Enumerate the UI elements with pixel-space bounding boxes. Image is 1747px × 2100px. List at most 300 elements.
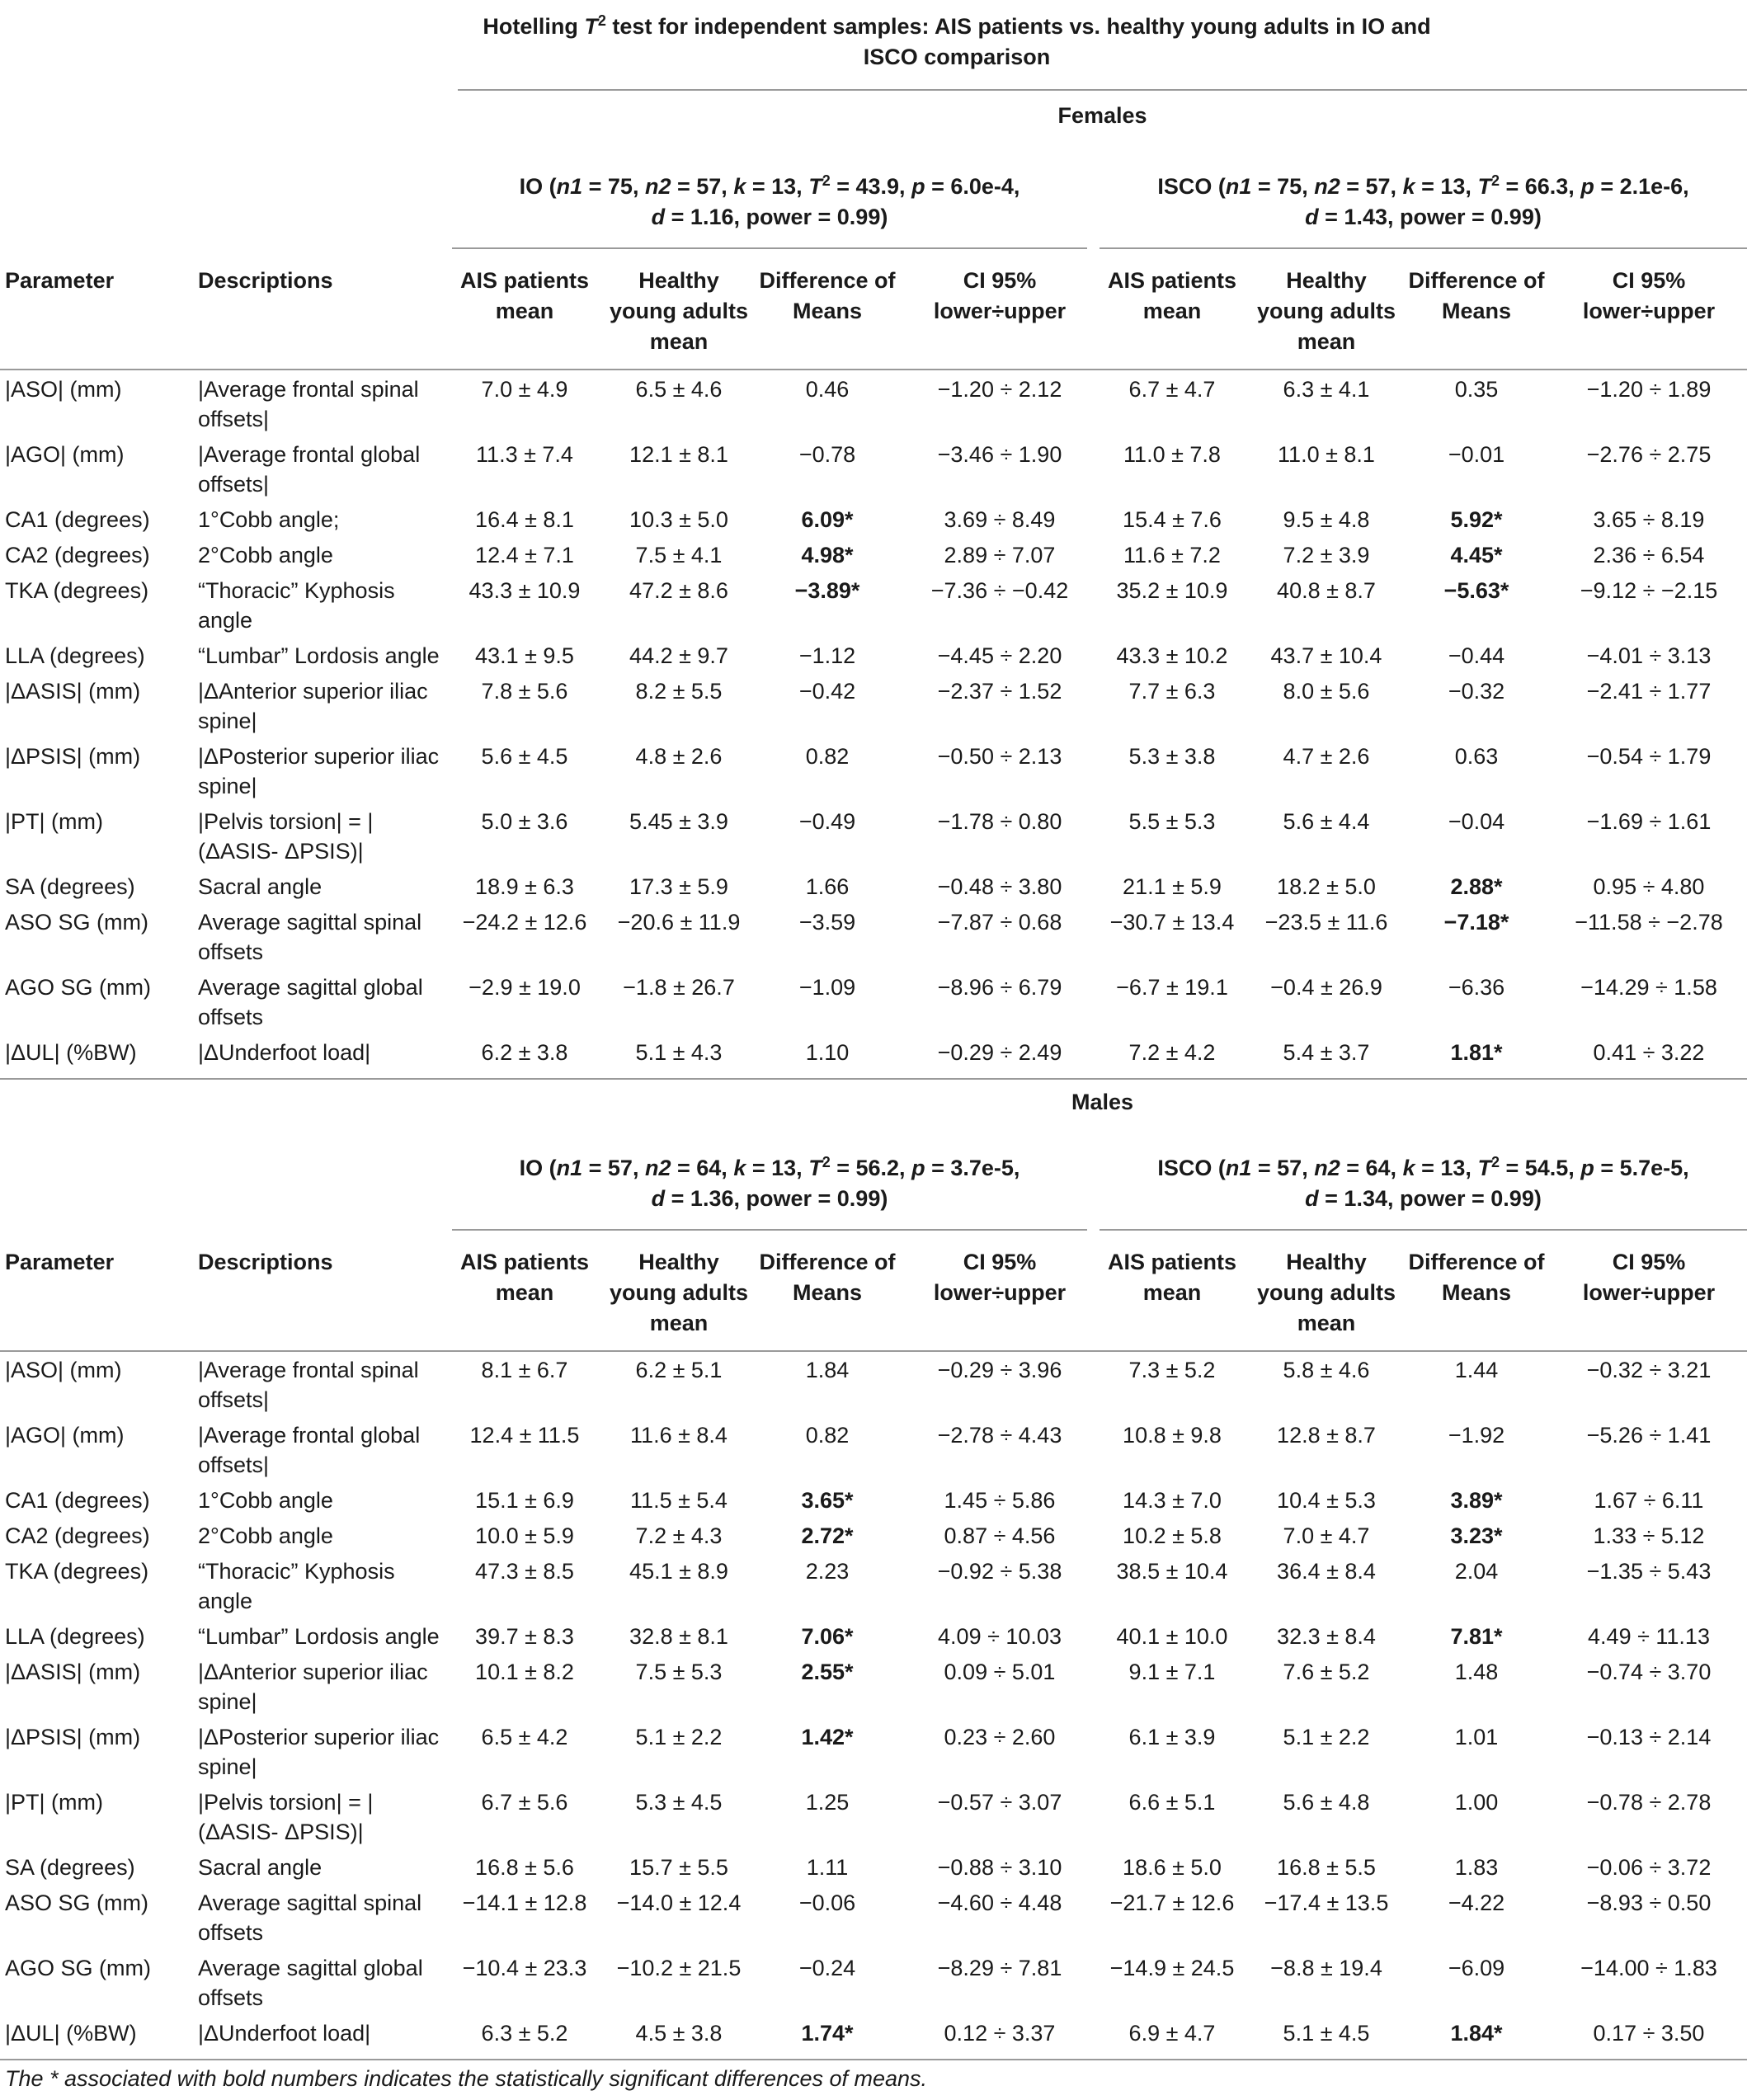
io-cell-ci: −8.96 ÷ 6.79 (937, 975, 1062, 1000)
io-cell-healthy_mean: 7.5 ± 4.1 (635, 543, 723, 567)
row-description: |Average frontal spinal offsets| (198, 1358, 419, 1412)
isco-stat-T2: 66.3 (1524, 174, 1569, 199)
isco-cell-ci: 1.67 ÷ 6.11 (1594, 1488, 1704, 1513)
io-cell-ais_mean: 7.0 ± 4.9 (481, 377, 568, 402)
isco-col-header-diff: Difference of Means (1408, 268, 1545, 323)
io-cell-healthy_mean: 11.5 ± 5.4 (630, 1488, 728, 1513)
row-description: |Pelvis torsion| = |(ΔASIS- ΔPSIS)| (198, 1790, 374, 1844)
isco-cell-ais_mean: 40.1 ± 10.0 (1116, 1624, 1228, 1649)
isco-stat-n1: 75 (1277, 174, 1302, 199)
isco-cell-diff: −0.04 (1448, 809, 1505, 834)
isco-cell-healthy_mean: 7.2 ± 3.9 (1283, 543, 1370, 567)
isco-cell-healthy_mean: 5.8 ± 4.6 (1283, 1358, 1370, 1382)
isco-cell-healthy_mean: 5.6 ± 4.8 (1283, 1790, 1370, 1815)
isco-cell-diff: 4.45* (1450, 543, 1503, 567)
isco-cell-diff: −5.63* (1443, 578, 1509, 603)
isco-cell-ci: −0.13 ÷ 2.14 (1586, 1725, 1712, 1749)
io-stat-power: 0.99 (836, 1186, 881, 1211)
isco-cell-ci: −1.69 ÷ 1.61 (1586, 809, 1712, 834)
isco-cell-diff: 1.00 (1454, 1790, 1499, 1815)
isco-cell-healthy_mean: −23.5 ± 11.6 (1264, 910, 1388, 935)
isco-col-header-ais_mean: AIS patients mean (1107, 268, 1237, 323)
col-header-parameter: Parameter (5, 268, 115, 293)
isco-cell-healthy_mean: 4.7 ± 2.6 (1283, 744, 1370, 769)
io-stat-n1: 57 (607, 1156, 633, 1180)
io-cell-healthy_mean: 10.3 ± 5.0 (629, 507, 728, 532)
io-cell-healthy_mean: 4.8 ± 2.6 (635, 744, 723, 769)
io-cell-healthy_mean: 7.5 ± 5.3 (635, 1660, 723, 1684)
row-parameter: CA2 (degrees) (5, 543, 150, 567)
isco-cell-diff: −1.92 (1448, 1423, 1505, 1448)
io-cell-ci: −7.87 ÷ 0.68 (937, 910, 1062, 935)
io-cell-ci: 3.69 ÷ 8.49 (944, 507, 1056, 532)
header-rule (0, 369, 1747, 370)
isco-stat-k: 13 (1440, 174, 1466, 199)
row-description: |Average frontal global offsets| (198, 442, 421, 497)
isco-cell-healthy_mean: 5.1 ± 4.5 (1283, 2021, 1370, 2046)
io-cell-ci: −4.45 ÷ 2.20 (937, 643, 1062, 668)
isco-cell-ais_mean: 18.6 ± 5.0 (1123, 1855, 1222, 1880)
io-stat-p: 6.0e-4 (950, 174, 1014, 199)
row-parameter: |ΔPSIS| (mm) (5, 1725, 141, 1749)
isco-cell-ais_mean: 15.4 ± 7.6 (1123, 507, 1222, 532)
io-cell-healthy_mean: 5.3 ± 4.5 (635, 1790, 723, 1815)
isco-cell-healthy_mean: −0.4 ± 26.9 (1270, 975, 1382, 1000)
isco-col-header-healthy_mean: Healthy young adults mean (1257, 268, 1396, 354)
isco-cell-ci: −0.06 ÷ 3.72 (1586, 1855, 1712, 1880)
isco-stat-p: 2.1e-6 (1619, 174, 1683, 199)
io-cell-ci: −7.36 ÷ −0.42 (930, 578, 1069, 603)
io-cell-diff: 1.84 (805, 1358, 850, 1382)
isco-cell-ci: −9.12 ÷ −2.15 (1580, 578, 1718, 603)
row-description: Average sagittal spinal offsets (198, 1890, 422, 1945)
io-cell-diff: −0.78 (798, 442, 856, 467)
row-description: Average sagittal global offsets (198, 975, 423, 1029)
row-parameter: TKA (degrees) (5, 578, 149, 603)
isco-cell-ci: −14.29 ÷ 1.58 (1580, 975, 1717, 1000)
isco-cell-diff: 5.92* (1450, 507, 1503, 532)
isco-cell-ci: −0.78 ÷ 2.78 (1586, 1790, 1712, 1815)
io-cell-diff: 2.23 (805, 1559, 850, 1584)
row-parameter: CA2 (degrees) (5, 1523, 150, 1548)
io-cell-healthy_mean: 7.2 ± 4.3 (635, 1523, 723, 1548)
io-cell-diff: −3.89* (794, 578, 860, 603)
isco-cell-ci: −2.41 ÷ 1.77 (1586, 679, 1712, 704)
io-cell-ci: −4.60 ÷ 4.48 (937, 1890, 1062, 1915)
io-cell-ais_mean: 11.3 ± 7.4 (476, 442, 573, 467)
isco-cell-healthy_mean: 7.6 ± 5.2 (1283, 1660, 1370, 1684)
io-cell-diff: 1.10 (805, 1040, 850, 1065)
isco-cell-ci: −1.35 ÷ 5.43 (1586, 1559, 1712, 1584)
io-stat-n1: 75 (607, 174, 633, 199)
io-col-header-diff: Difference of Means (759, 268, 896, 323)
row-description: |Average frontal spinal offsets| (198, 377, 419, 431)
isco-cell-healthy_mean: 11.0 ± 8.1 (1278, 442, 1375, 467)
isco-cell-healthy_mean: 8.0 ± 5.6 (1283, 679, 1370, 704)
io-cell-healthy_mean: 5.1 ± 2.2 (635, 1725, 723, 1749)
isco-col-header-ais_mean: AIS patients mean (1107, 1250, 1237, 1305)
row-description: 2°Cobb angle (198, 1523, 333, 1548)
isco-cell-ais_mean: 38.5 ± 10.4 (1116, 1559, 1228, 1584)
row-parameter: |ΔUL| (%BW) (5, 2021, 137, 2046)
isco-stats-header: ISCO (n1 = 75, n2 = 57, k = 13, $T^2 = 66.3$, p = 2.1e-6, d = 1.43, power = 0.99) (1157, 172, 1689, 229)
isco-stats-header: ISCO (n1 = 57, n2 = 64, k = 13, $T^2 = 54.5$, p = 5.7e-5, d = 1.34, power = 0.99) (1157, 1154, 1689, 1211)
row-description: “Thoracic” Kyphosis angle (198, 578, 395, 633)
io-cell-healthy_mean: −10.2 ± 21.5 (616, 1956, 742, 1980)
section-label: Males (1071, 1090, 1134, 1114)
io-col-header-ci: CI 95% lower÷upper (933, 1250, 1067, 1305)
io-stat-T2: 56.2 (855, 1156, 900, 1180)
io-col-header-diff: Difference of Means (759, 1250, 896, 1305)
isco-stat-power: 0.99 (1490, 1186, 1534, 1211)
isco-cell-ci: −0.54 ÷ 1.79 (1586, 744, 1712, 769)
row-parameter: |ΔPSIS| (mm) (5, 744, 141, 769)
isco-cell-ci: 2.36 ÷ 6.54 (1593, 543, 1705, 567)
isco-cell-ci: −0.74 ÷ 3.70 (1586, 1660, 1712, 1684)
io-cell-ais_mean: 12.4 ± 11.5 (469, 1423, 580, 1448)
row-description: |ΔPosterior superior iliac spine| (198, 744, 440, 798)
io-cell-ci: −0.57 ÷ 3.07 (937, 1790, 1062, 1815)
io-cell-ci: −1.20 ÷ 2.12 (937, 377, 1062, 402)
isco-cell-ais_mean: 7.7 ± 6.3 (1128, 679, 1216, 704)
io-cell-ci: 1.45 ÷ 5.86 (944, 1488, 1056, 1513)
row-description: Sacral angle (198, 874, 323, 899)
row-parameter: |AGO| (mm) (5, 442, 125, 467)
isco-cell-ais_mean: 21.1 ± 5.9 (1123, 874, 1222, 899)
io-stat-T2: 43.9 (855, 174, 900, 199)
isco-cell-ais_mean: 9.1 ± 7.1 (1128, 1660, 1216, 1684)
io-stat-p: 3.7e-5 (950, 1156, 1014, 1180)
isco-cell-diff: −4.22 (1448, 1890, 1505, 1915)
isco-col-header-healthy_mean: Healthy young adults mean (1257, 1250, 1396, 1335)
row-parameter: LLA (degrees) (5, 1624, 145, 1649)
row-parameter: |ΔUL| (%BW) (5, 1040, 137, 1065)
isco-group-rule (1100, 247, 1747, 249)
isco-cell-ais_mean: 6.1 ± 3.9 (1128, 1725, 1216, 1749)
io-cell-ais_mean: 5.6 ± 4.5 (481, 744, 568, 769)
io-cell-diff: −0.06 (798, 1890, 856, 1915)
io-col-header-ais_mean: AIS patients mean (459, 268, 590, 323)
isco-cell-healthy_mean: 12.8 ± 8.7 (1277, 1423, 1376, 1448)
isco-cell-ais_mean: −6.7 ± 19.1 (1116, 975, 1228, 1000)
row-parameter: |ΔASIS| (mm) (5, 1660, 141, 1684)
row-description: “Thoracic” Kyphosis angle (198, 1559, 395, 1613)
io-cell-ci: 0.09 ÷ 5.01 (944, 1660, 1056, 1684)
isco-cell-diff: 1.81* (1450, 1040, 1503, 1065)
io-group-rule (452, 1229, 1087, 1231)
io-cell-ais_mean: 43.1 ± 9.5 (475, 643, 574, 668)
io-cell-ci: −0.29 ÷ 2.49 (937, 1040, 1062, 1065)
row-description: |Pelvis torsion| = |(ΔASIS- ΔPSIS)| (198, 809, 374, 864)
io-cell-diff: −0.49 (798, 809, 856, 834)
isco-cell-ais_mean: 35.2 ± 10.9 (1116, 578, 1228, 603)
io-cell-diff: 0.82 (805, 744, 850, 769)
io-cell-healthy_mean: 44.2 ± 9.7 (629, 643, 728, 668)
io-cell-ci: −8.29 ÷ 7.81 (937, 1956, 1062, 1980)
io-cell-healthy_mean: 6.5 ± 4.6 (635, 377, 723, 402)
isco-cell-ci: 0.95 ÷ 4.80 (1593, 874, 1705, 899)
col-header-descriptions: Descriptions (198, 268, 333, 293)
isco-cell-healthy_mean: 18.2 ± 5.0 (1277, 874, 1376, 899)
io-cell-ais_mean: −2.9 ± 19.0 (469, 975, 581, 1000)
col-header-parameter: Parameter (5, 1250, 115, 1274)
io-cell-diff: −3.59 (798, 910, 856, 935)
row-parameter: TKA (degrees) (5, 1559, 149, 1584)
io-cell-diff: 1.25 (805, 1790, 850, 1815)
row-parameter: CA1 (degrees) (5, 507, 150, 532)
io-stat-label: IO (519, 1156, 544, 1180)
io-cell-diff: −0.24 (798, 1956, 856, 1980)
io-cell-ci: −3.46 ÷ 1.90 (937, 442, 1062, 467)
row-parameter: |ASO| (mm) (5, 377, 122, 402)
isco-col-header-ci: CI 95% lower÷upper (1582, 1250, 1716, 1305)
io-cell-ci: −2.37 ÷ 1.52 (937, 679, 1062, 704)
io-cell-ci: 0.12 ÷ 3.37 (944, 2021, 1056, 2046)
row-description: 1°Cobb angle; (198, 507, 340, 532)
isco-stat-p: 5.7e-5 (1619, 1156, 1683, 1180)
io-cell-ais_mean: 5.0 ± 3.6 (481, 809, 568, 834)
io-cell-healthy_mean: −20.6 ± 11.9 (617, 910, 741, 935)
io-cell-ci: 4.09 ÷ 10.03 (938, 1624, 1062, 1649)
row-description: 2°Cobb angle (198, 543, 333, 567)
row-parameter: ASO SG (mm) (5, 910, 148, 935)
footnote: The * associated with bold numbers indicates the statistically significant differences of means. (5, 2066, 928, 2091)
isco-cell-ais_mean: 6.9 ± 4.7 (1128, 2021, 1216, 2046)
io-stats-header: IO (n1 = 75, n2 = 57, k = 13, $T^2 = 43.9$, p = 6.0e-4, d = 1.16, power = 0.99) (519, 172, 1020, 229)
isco-cell-diff: 3.23* (1450, 1523, 1503, 1548)
section-bottom-rule (0, 2059, 1747, 2060)
io-cell-ci: −0.29 ÷ 3.96 (937, 1358, 1062, 1382)
isco-cell-diff: 0.63 (1454, 744, 1499, 769)
isco-cell-ais_mean: 5.3 ± 3.8 (1128, 744, 1216, 769)
io-cell-ais_mean: 15.1 ± 6.9 (475, 1488, 574, 1513)
isco-cell-ais_mean: 11.6 ± 7.2 (1123, 543, 1221, 567)
isco-cell-ci: 1.33 ÷ 5.12 (1593, 1523, 1705, 1548)
isco-cell-ais_mean: 10.2 ± 5.8 (1123, 1523, 1222, 1548)
io-cell-diff: 4.98* (801, 543, 854, 567)
isco-cell-healthy_mean: 5.6 ± 4.4 (1283, 809, 1370, 834)
io-cell-ais_mean: 16.4 ± 8.1 (475, 507, 574, 532)
io-cell-diff: 2.72* (801, 1523, 854, 1548)
isco-cell-healthy_mean: 32.3 ± 8.4 (1277, 1624, 1376, 1649)
io-cell-ci: −0.92 ÷ 5.38 (937, 1559, 1062, 1584)
isco-cell-healthy_mean: 40.8 ± 8.7 (1277, 578, 1376, 603)
io-cell-diff: 1.74* (801, 2021, 854, 2046)
io-stat-n2: 64 (696, 1156, 722, 1180)
isco-cell-ais_mean: −30.7 ± 13.4 (1109, 910, 1235, 935)
isco-cell-ci: −5.26 ÷ 1.41 (1586, 1423, 1712, 1448)
isco-cell-healthy_mean: 43.7 ± 10.4 (1270, 643, 1382, 668)
isco-cell-diff: 1.83 (1454, 1855, 1499, 1880)
header-rule (0, 1350, 1747, 1352)
isco-cell-ci: −0.32 ÷ 3.21 (1586, 1358, 1712, 1382)
io-cell-ais_mean: −14.1 ± 12.8 (462, 1890, 587, 1915)
io-cell-ais_mean: −10.4 ± 23.3 (462, 1956, 587, 1980)
row-parameter: AGO SG (mm) (5, 1956, 151, 1980)
isco-cell-ais_mean: 11.0 ± 7.8 (1123, 442, 1221, 467)
section-label: Females (1057, 103, 1147, 128)
io-cell-healthy_mean: 15.7 ± 5.5 (629, 1855, 728, 1880)
isco-cell-healthy_mean: −8.8 ± 19.4 (1270, 1956, 1382, 1980)
io-cell-diff: 0.46 (805, 377, 850, 402)
row-description: |ΔAnterior superior iliac spine| (198, 679, 428, 733)
io-cell-diff: 3.65* (801, 1488, 854, 1513)
row-description: |ΔUnderfoot load| (198, 2021, 371, 2046)
isco-cell-ais_mean: −21.7 ± 12.6 (1109, 1890, 1235, 1915)
isco-cell-healthy_mean: 9.5 ± 4.8 (1283, 507, 1370, 532)
row-parameter: |PT| (mm) (5, 1790, 103, 1815)
isco-cell-healthy_mean: 6.3 ± 4.1 (1283, 377, 1370, 402)
table-title: Hotelling $T^2$ test for independent samples: AIS patients vs. healthy young adults in IO and ISCO comparison (483, 12, 1431, 69)
isco-cell-diff: 7.81* (1450, 1624, 1503, 1649)
isco-cell-healthy_mean: 36.4 ± 8.4 (1277, 1559, 1376, 1584)
isco-stat-label: ISCO (1157, 174, 1213, 199)
io-cell-ais_mean: 43.3 ± 10.9 (469, 578, 581, 603)
io-cell-diff: 2.55* (801, 1660, 854, 1684)
io-cell-ais_mean: 7.8 ± 5.6 (481, 679, 568, 704)
io-cell-diff: 7.06* (801, 1624, 854, 1649)
isco-stat-k: 13 (1440, 1156, 1466, 1180)
isco-cell-ais_mean: −14.9 ± 24.5 (1109, 1956, 1235, 1980)
io-stat-k: 13 (771, 174, 797, 199)
io-cell-ais_mean: 10.0 ± 5.9 (475, 1523, 574, 1548)
io-col-header-ci: CI 95% lower÷upper (933, 268, 1067, 323)
isco-cell-healthy_mean: 16.8 ± 5.5 (1277, 1855, 1376, 1880)
io-cell-ais_mean: 12.4 ± 7.1 (475, 543, 574, 567)
io-stat-label: IO (519, 174, 544, 199)
isco-cell-diff: −6.09 (1448, 1956, 1505, 1980)
isco-cell-ci: −14.00 ÷ 1.83 (1580, 1956, 1717, 1980)
io-cell-healthy_mean: 11.6 ± 8.4 (630, 1423, 728, 1448)
row-parameter: AGO SG (mm) (5, 975, 151, 1000)
isco-cell-ci: −11.58 ÷ −2.78 (1575, 910, 1723, 935)
io-cell-healthy_mean: −1.8 ± 26.7 (623, 975, 735, 1000)
io-cell-ais_mean: 6.2 ± 3.8 (481, 1040, 568, 1065)
io-col-header-healthy_mean: Healthy young adults mean (610, 1250, 748, 1335)
io-cell-healthy_mean: 5.1 ± 4.3 (635, 1040, 723, 1065)
isco-cell-ais_mean: 7.2 ± 4.2 (1128, 1040, 1216, 1065)
isco-cell-ais_mean: 7.3 ± 5.2 (1128, 1358, 1216, 1382)
row-description: |Average frontal global offsets| (198, 1423, 421, 1477)
isco-cell-ais_mean: 6.7 ± 4.7 (1128, 377, 1216, 402)
io-cell-diff: −1.09 (798, 975, 856, 1000)
io-cell-healthy_mean: −14.0 ± 12.4 (616, 1890, 742, 1915)
isco-cell-healthy_mean: 5.1 ± 2.2 (1283, 1725, 1370, 1749)
io-cell-diff: 1.42* (801, 1725, 854, 1749)
io-stat-n2: 57 (696, 174, 722, 199)
io-cell-diff: −0.42 (798, 679, 856, 704)
isco-cell-healthy_mean: 10.4 ± 5.3 (1277, 1488, 1376, 1513)
isco-cell-ci: −2.76 ÷ 2.75 (1586, 442, 1712, 467)
isco-cell-diff: −0.01 (1448, 442, 1505, 467)
io-cell-ais_mean: 39.7 ± 8.3 (475, 1624, 574, 1649)
io-cell-diff: 0.82 (805, 1423, 850, 1448)
io-cell-healthy_mean: 6.2 ± 5.1 (635, 1358, 723, 1382)
io-cell-ais_mean: 6.7 ± 5.6 (481, 1790, 568, 1815)
isco-cell-diff: 1.01 (1454, 1725, 1499, 1749)
io-cell-ais_mean: −24.2 ± 12.6 (462, 910, 587, 935)
io-cell-ais_mean: 10.1 ± 8.2 (475, 1660, 574, 1684)
isco-cell-diff: −6.36 (1448, 975, 1505, 1000)
isco-stat-T2: 54.5 (1524, 1156, 1569, 1180)
isco-group-rule (1100, 1229, 1747, 1231)
row-parameter: |PT| (mm) (5, 809, 103, 834)
section-bottom-rule (0, 1078, 1747, 1080)
row-description: “Lumbar” Lordosis angle (198, 643, 440, 668)
row-parameter: |ΔASIS| (mm) (5, 679, 141, 704)
io-cell-healthy_mean: 4.5 ± 3.8 (635, 2021, 723, 2046)
isco-col-header-ci: CI 95% lower÷upper (1582, 268, 1716, 323)
isco-stat-n1: 57 (1277, 1156, 1302, 1180)
io-cell-ci: 0.23 ÷ 2.60 (944, 1725, 1056, 1749)
isco-cell-ci: 3.65 ÷ 8.19 (1593, 507, 1705, 532)
io-cell-diff: −1.12 (798, 643, 856, 668)
io-cell-ci: −0.50 ÷ 2.13 (937, 744, 1062, 769)
io-cell-ci: 2.89 ÷ 7.07 (944, 543, 1056, 567)
isco-cell-ais_mean: 10.8 ± 9.8 (1123, 1423, 1222, 1448)
io-stat-d: 1.36 (690, 1186, 734, 1211)
isco-cell-diff: 1.44 (1454, 1358, 1499, 1382)
io-cell-ais_mean: 18.9 ± 6.3 (475, 874, 574, 899)
isco-cell-ci: −8.93 ÷ 0.50 (1586, 1890, 1712, 1915)
isco-stat-d: 1.34 (1344, 1186, 1387, 1211)
row-parameter: ASO SG (mm) (5, 1890, 148, 1915)
isco-cell-ais_mean: 6.6 ± 5.1 (1128, 1790, 1216, 1815)
io-cell-healthy_mean: 8.2 ± 5.5 (635, 679, 723, 704)
isco-cell-healthy_mean: 7.0 ± 4.7 (1283, 1523, 1370, 1548)
isco-cell-ais_mean: 5.5 ± 5.3 (1128, 809, 1216, 834)
io-cell-ais_mean: 16.8 ± 5.6 (475, 1855, 574, 1880)
io-cell-healthy_mean: 17.3 ± 5.9 (629, 874, 728, 899)
io-cell-ci: −0.88 ÷ 3.10 (937, 1855, 1062, 1880)
io-stat-k: 13 (771, 1156, 797, 1180)
isco-cell-diff: 0.35 (1454, 377, 1499, 402)
row-description: 1°Cobb angle (198, 1488, 333, 1513)
row-parameter: SA (degrees) (5, 874, 135, 899)
io-cell-healthy_mean: 32.8 ± 8.1 (629, 1624, 728, 1649)
io-cell-ci: −1.78 ÷ 0.80 (937, 809, 1062, 834)
isco-cell-ais_mean: 14.3 ± 7.0 (1123, 1488, 1222, 1513)
row-parameter: |AGO| (mm) (5, 1423, 125, 1448)
isco-stat-power: 0.99 (1490, 205, 1534, 229)
isco-cell-ci: 0.41 ÷ 3.22 (1593, 1040, 1705, 1065)
io-cell-ci: −2.78 ÷ 4.43 (937, 1423, 1062, 1448)
row-parameter: SA (degrees) (5, 1855, 135, 1880)
row-parameter: |ASO| (mm) (5, 1358, 122, 1382)
row-parameter: LLA (degrees) (5, 643, 145, 668)
io-col-header-healthy_mean: Healthy young adults mean (610, 268, 748, 354)
io-cell-ais_mean: 6.3 ± 5.2 (481, 2021, 568, 2046)
row-parameter: CA1 (degrees) (5, 1488, 150, 1513)
isco-cell-ais_mean: 43.3 ± 10.2 (1116, 643, 1228, 668)
io-cell-healthy_mean: 5.45 ± 3.9 (629, 809, 728, 834)
io-cell-ais_mean: 47.3 ± 8.5 (475, 1559, 574, 1584)
io-cell-diff: 1.66 (805, 874, 850, 899)
isco-cell-diff: 1.84* (1450, 2021, 1503, 2046)
io-stat-d: 1.16 (690, 205, 734, 229)
io-cell-healthy_mean: 45.1 ± 8.9 (629, 1559, 728, 1584)
isco-stat-n2: 57 (1365, 174, 1391, 199)
row-description: Average sagittal global offsets (198, 1956, 423, 2010)
row-description: Sacral angle (198, 1855, 323, 1880)
row-description: |ΔUnderfoot load| (198, 1040, 371, 1065)
io-cell-ais_mean: 6.5 ± 4.2 (481, 1725, 568, 1749)
isco-cell-diff: 3.89* (1450, 1488, 1503, 1513)
isco-cell-ci: 0.17 ÷ 3.50 (1593, 2021, 1705, 2046)
io-cell-healthy_mean: 47.2 ± 8.6 (629, 578, 728, 603)
row-description: |ΔPosterior superior iliac spine| (198, 1725, 440, 1779)
isco-cell-diff: 2.88* (1450, 874, 1503, 899)
